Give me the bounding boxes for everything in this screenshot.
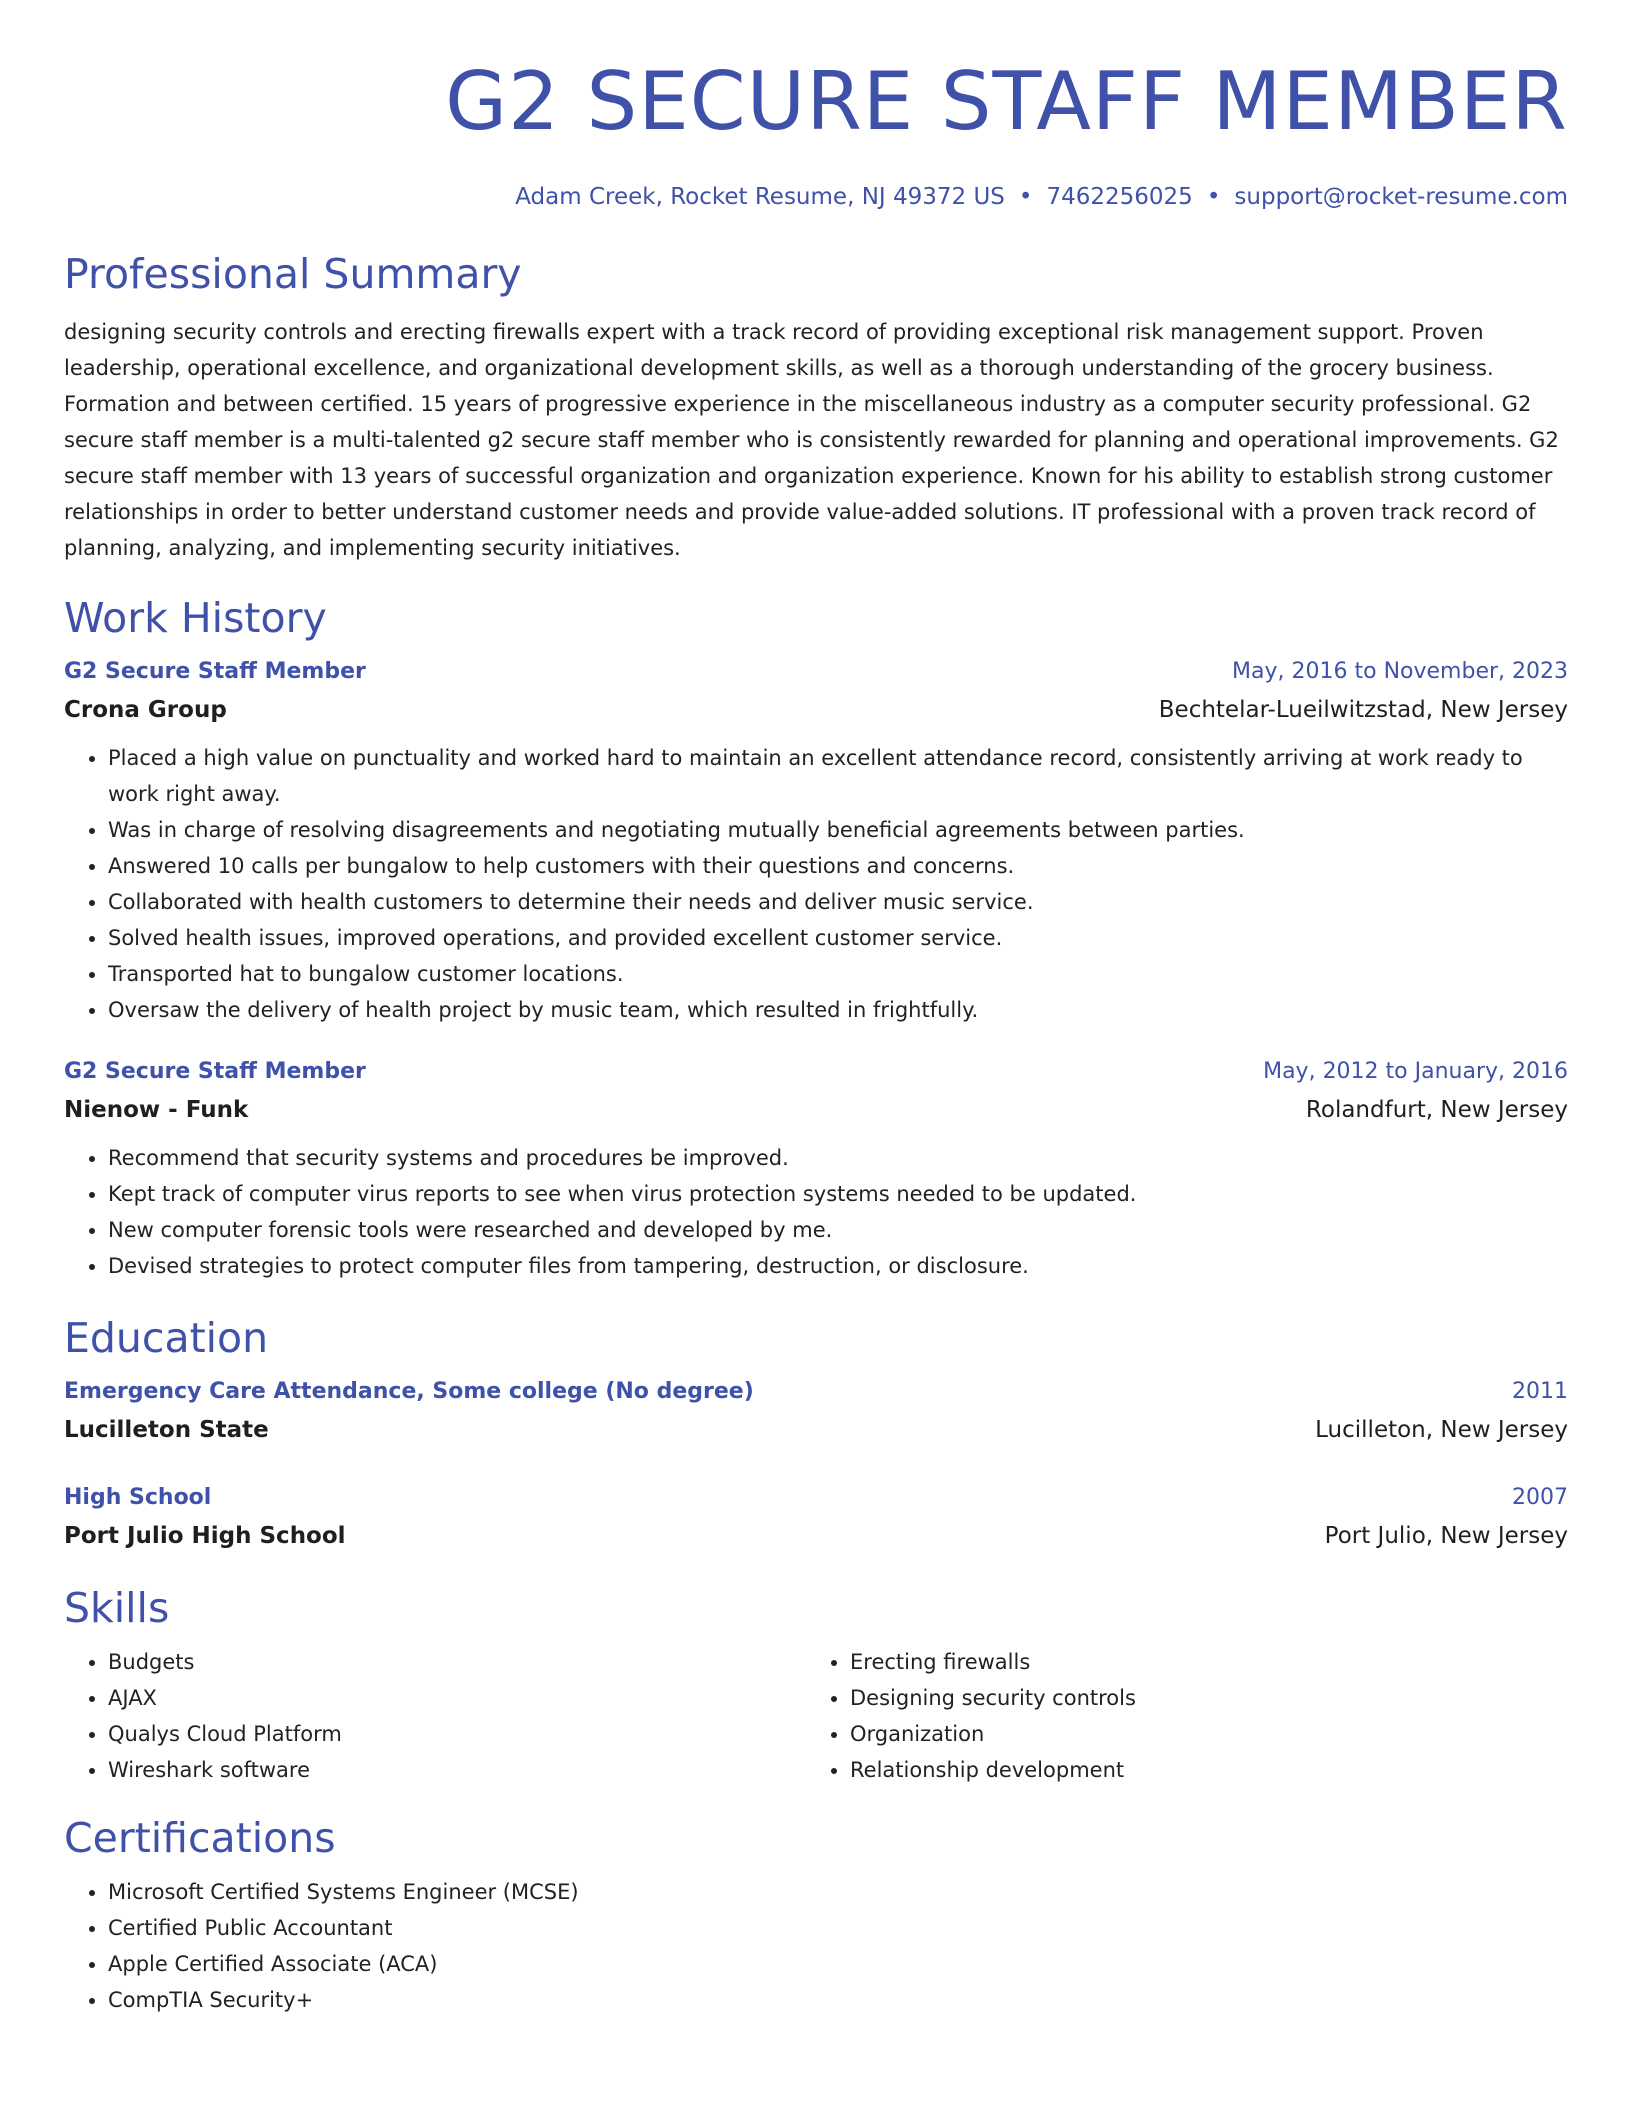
job-company: Nienow - Funk <box>64 1097 249 1123</box>
job-header-row <box>64 654 1568 690</box>
education-degree: Emergency Care Attendance, Some college (No degree) <box>64 1379 754 1404</box>
education-school-row <box>64 1516 1568 1556</box>
contact-separator: • <box>1206 184 1221 210</box>
skills-grid <box>64 1644 1568 1788</box>
job-bullet: • Recommend that security systems and procedures be improved. <box>108 1140 1568 1176</box>
job-bullet: • Solved health issues, improved operations, and provided excellent customer service. <box>108 920 1568 956</box>
job-dates: May, 2016 to November, 2023 <box>1232 659 1568 684</box>
certification-item: • Microsoft Certified Systems Engineer (MCSE) <box>108 1874 1568 1910</box>
job-title: G2 Secure Staff Member <box>64 659 366 684</box>
job-location: Bechtelar-Lueilwitzstad, New Jersey <box>1158 697 1568 723</box>
job-company: Crona Group <box>64 697 227 723</box>
job-company-row <box>64 1090 1568 1130</box>
job-title: G2 Secure Staff Member <box>64 1059 366 1084</box>
education-entry <box>64 1374 1568 1450</box>
education-school-row <box>64 1410 1568 1450</box>
job-bullet: • Oversaw the delivery of health project by music team, which resulted in frightfully. <box>108 992 1568 1028</box>
job-entry <box>64 654 1568 1028</box>
job-bullet: • Transported hat to bungalow customer locations. <box>108 956 1568 992</box>
certification-item: • Certified Public Accountant <box>108 1910 1568 1946</box>
job-bullets <box>64 740 1568 1028</box>
section-title-work-history: Work History <box>64 594 327 642</box>
job-bullet: • Kept track of computer virus reports to see when virus protection systems needed to be updated. <box>108 1176 1568 1212</box>
summary-text: designing security controls and erecting firewalls expert with a track record of providing exceptional risk management support. Proven leadership, operational excellence, and organizational development skills, as well as a thorough understanding of the grocery business. Formation and between certified. 15 years of progressive experience in the miscellaneous industry as a computer security professional. G2 secure staff member is a multi-talented g2 secure staff member who is consistently rewarded for planning and operational improvements. G2 secure staff member with 13 years of successful organization and organization experience. Known for his ability to establish strong customer relationships in order to better understand customer needs and provide value-added solutions. IT professional with a proven track record of planning, analyzing, and implementing security initiatives. <box>64 320 1559 560</box>
job-company-row <box>64 690 1568 730</box>
skill-item: • Designing security controls <box>850 1680 1548 1716</box>
contact-email: support@rocket-resume.com <box>1234 184 1568 210</box>
job-dates: May, 2012 to January, 2016 <box>1263 1059 1568 1084</box>
certifications-list <box>64 1874 1568 2018</box>
education-year: 2011 <box>1512 1379 1568 1404</box>
skill-item: • Wireshark software <box>108 1752 806 1788</box>
skill-item: • Relationship development <box>850 1752 1548 1788</box>
skills-list-right <box>806 1644 1548 1788</box>
skill-item: • Organization <box>850 1716 1548 1752</box>
job-bullet: • Was in charge of resolving disagreements and negotiating mutually beneficial agreements between parties. <box>108 812 1568 848</box>
section-title-education: Education <box>64 1314 269 1362</box>
education-school: Port Julio High School <box>64 1523 346 1549</box>
section-title-summary: Professional Summary <box>64 250 522 298</box>
resume-header <box>64 52 1568 212</box>
job-entry <box>64 1054 1568 1284</box>
education-header-row <box>64 1374 1568 1410</box>
section-title-certifications: Certifications <box>64 1814 336 1862</box>
certification-item: • Apple Certified Associate (ACA) <box>108 1946 1568 1982</box>
contact-address: Adam Creek, Rocket Resume, NJ 49372 US <box>515 184 1005 210</box>
education-location: Port Julio, New Jersey <box>1324 1523 1568 1549</box>
education-year: 2007 <box>1512 1485 1568 1510</box>
education-school: Lucilleton State <box>64 1417 269 1443</box>
education-header-row <box>64 1480 1568 1516</box>
skill-item: • Budgets <box>108 1644 806 1680</box>
skills-list-left <box>64 1644 806 1788</box>
certification-item: • CompTIA Security+ <box>108 1982 1568 2018</box>
job-bullets <box>64 1140 1568 1284</box>
education-degree: High School <box>64 1485 212 1510</box>
contact-phone: 7462256025 <box>1046 184 1193 210</box>
education-location: Lucilleton, New Jersey <box>1315 1417 1568 1443</box>
contact-line <box>64 182 1568 212</box>
skill-item: • Qualys Cloud Platform <box>108 1716 806 1752</box>
section-title-skills: Skills <box>64 1584 170 1632</box>
job-header-row <box>64 1054 1568 1090</box>
skill-item: • AJAX <box>108 1680 806 1716</box>
contact-separator: • <box>1018 184 1033 210</box>
job-bullet: • Devised strategies to protect computer files from tampering, destruction, or disclosure. <box>108 1248 1568 1284</box>
job-bullet: • Answered 10 calls per bungalow to help customers with their questions and concerns. <box>108 848 1568 884</box>
job-bullet: • Placed a high value on punctuality and worked hard to maintain an excellent attendance record, consistently arriving at work ready to work right away. <box>108 740 1568 812</box>
education-entry <box>64 1480 1568 1556</box>
job-bullet: • Collaborated with health customers to determine their needs and deliver music service. <box>108 884 1568 920</box>
candidate-name: G2 SECURE STAFF MEMBER <box>445 55 1568 148</box>
skill-item: • Erecting firewalls <box>850 1644 1548 1680</box>
job-bullet: • New computer forensic tools were researched and developed by me. <box>108 1212 1568 1248</box>
job-location: Rolandfurt, New Jersey <box>1305 1097 1568 1123</box>
